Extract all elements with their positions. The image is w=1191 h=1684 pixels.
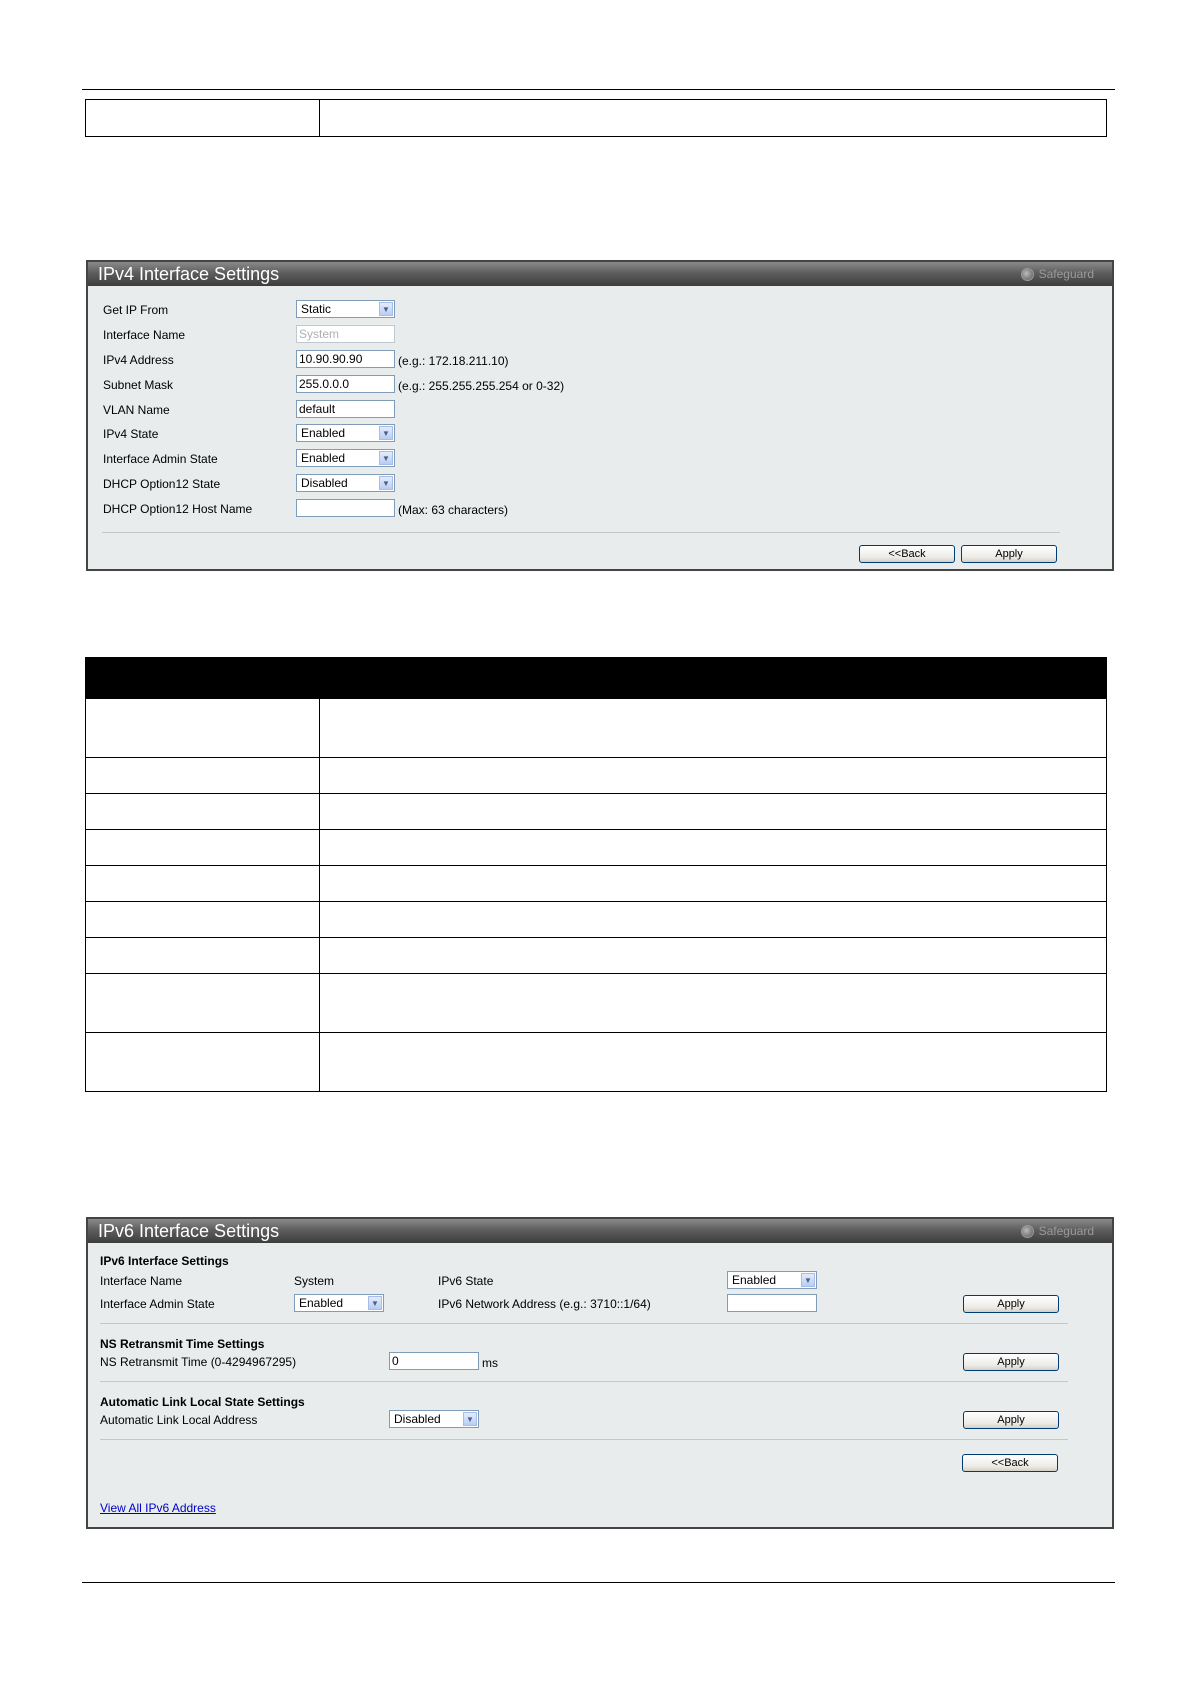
divider <box>100 1439 1068 1440</box>
chevron-down-icon: ▼ <box>379 451 393 465</box>
table-row <box>86 1033 1107 1092</box>
chevron-down-icon: ▼ <box>463 1412 477 1426</box>
safeguard-label: Safeguard <box>1038 1224 1094 1238</box>
ipv4-state-value: Enabled <box>301 426 346 440</box>
chevron-down-icon: ▼ <box>379 426 393 440</box>
ipv6-panel-title: IPv6 Interface Settings <box>98 1221 280 1241</box>
table-row <box>86 699 1107 758</box>
auto-link-local-label: Automatic Link Local Address <box>100 1413 258 1427</box>
get-ip-from-label: Get IP From <box>103 303 169 317</box>
auto-link-local-value: Disabled <box>394 1412 441 1426</box>
table-row <box>86 758 1107 794</box>
apply-interface-button[interactable]: Apply <box>963 1295 1059 1313</box>
ipv4-address-label: IPv4 Address <box>103 353 174 367</box>
auto-link-local-heading: Automatic Link Local State Settings <box>100 1395 305 1409</box>
ipv6-panel <box>86 1217 1114 1529</box>
ipv6-network-address-label: IPv6 Network Address (e.g.: 3710::1/64) <box>438 1297 651 1311</box>
table-row <box>86 938 1107 974</box>
get-ip-from-value: Static <box>301 302 332 316</box>
apply-ns-retransmit-button[interactable]: Apply <box>963 1353 1059 1371</box>
ipv4-address-hint: (e.g.: 172.18.211.10) <box>398 354 509 368</box>
ipv6-network-address-input[interactable] <box>727 1294 817 1312</box>
interface-name-value: System <box>294 1274 335 1288</box>
ipv6-state-select[interactable] <box>727 1271 817 1289</box>
interface-admin-state-select[interactable] <box>296 449 395 467</box>
ipv4-panel <box>86 260 1114 571</box>
back-button[interactable]: <<Back <box>859 545 955 563</box>
apply-button[interactable]: Apply <box>961 545 1057 563</box>
subnet-mask-input[interactable]: 255.0.0.0 <box>296 375 395 393</box>
vlan-name-input[interactable]: default <box>296 400 395 418</box>
chevron-down-icon: ▼ <box>368 1296 382 1310</box>
ipv4-address-input[interactable]: 10.90.90.90 <box>296 350 395 368</box>
table-row <box>86 100 1107 137</box>
interface-name-label: Interface Name <box>103 328 186 342</box>
get-ip-from-select[interactable] <box>296 300 395 318</box>
ipv6-state-value: Enabled <box>732 1273 777 1287</box>
divider <box>100 1323 1068 1324</box>
ipv4-state-select[interactable] <box>296 424 395 442</box>
divider <box>102 532 1060 533</box>
view-all-ipv6-address-link[interactable]: View All IPv6 Address <box>100 1501 216 1515</box>
ns-retransmit-heading: NS Retransmit Time Settings <box>100 1337 265 1351</box>
interface-name-label: Interface Name <box>100 1274 183 1288</box>
auto-link-local-select[interactable] <box>389 1410 479 1428</box>
ipv4-panel-title: IPv4 Interface Settings <box>98 264 280 284</box>
ipv6-interface-settings-heading: IPv6 Interface Settings <box>100 1254 229 1268</box>
interface-admin-state-label: Interface Admin State <box>100 1297 215 1311</box>
ns-retransmit-input[interactable]: 0 <box>389 1352 479 1370</box>
top-table <box>85 99 1107 137</box>
dhcp-option12-state-label: DHCP Option12 State <box>103 477 221 491</box>
back-button[interactable]: <<Back <box>962 1454 1058 1472</box>
interface-admin-state-label: Interface Admin State <box>103 452 218 466</box>
header-rule <box>82 89 1115 90</box>
dhcp-option12-host-name-input[interactable] <box>296 499 395 517</box>
safeguard-indicator <box>1021 1224 1094 1238</box>
interface-admin-state-select[interactable] <box>294 1294 384 1312</box>
chevron-down-icon: ▼ <box>379 302 393 316</box>
table-row <box>86 830 1107 866</box>
table-row <box>86 902 1107 938</box>
dhcp-option12-state-select[interactable] <box>296 474 395 492</box>
ipv4-panel-header <box>88 262 1112 286</box>
dhcp-option12-state-value: Disabled <box>301 476 348 490</box>
interface-admin-state-value: Enabled <box>301 451 346 465</box>
ipv4-state-label: IPv4 State <box>103 427 159 441</box>
interface-admin-state-value: Enabled <box>299 1296 344 1310</box>
divider <box>100 1381 1068 1382</box>
chevron-down-icon: ▼ <box>801 1273 815 1287</box>
dhcp-option12-host-name-label: DHCP Option12 Host Name <box>103 502 253 516</box>
interface-name-input: System <box>296 325 395 343</box>
table-row <box>86 794 1107 830</box>
dhcp-option12-host-name-hint: (Max: 63 characters) <box>398 503 509 517</box>
chevron-down-icon: ▼ <box>379 476 393 490</box>
description-table <box>85 657 1107 1092</box>
subnet-mask-hint: (e.g.: 255.255.255.254 or 0-32) <box>398 379 565 393</box>
table-row <box>86 974 1107 1033</box>
ns-retransmit-unit: ms <box>482 1356 498 1370</box>
ns-retransmit-label: NS Retransmit Time (0-4294967295) <box>100 1355 297 1369</box>
safeguard-indicator <box>1021 267 1094 281</box>
ipv6-state-label: IPv6 State <box>438 1274 494 1288</box>
subnet-mask-label: Subnet Mask <box>103 378 174 392</box>
footer-rule <box>82 1582 1115 1583</box>
table-header-row <box>86 658 1107 699</box>
ipv6-panel-header <box>88 1219 1112 1243</box>
safeguard-label: Safeguard <box>1038 267 1094 281</box>
apply-auto-link-local-button[interactable]: Apply <box>963 1411 1059 1429</box>
table-row <box>86 866 1107 902</box>
safeguard-icon <box>1021 1225 1034 1238</box>
safeguard-icon <box>1021 268 1034 281</box>
vlan-name-label: VLAN Name <box>103 403 170 417</box>
